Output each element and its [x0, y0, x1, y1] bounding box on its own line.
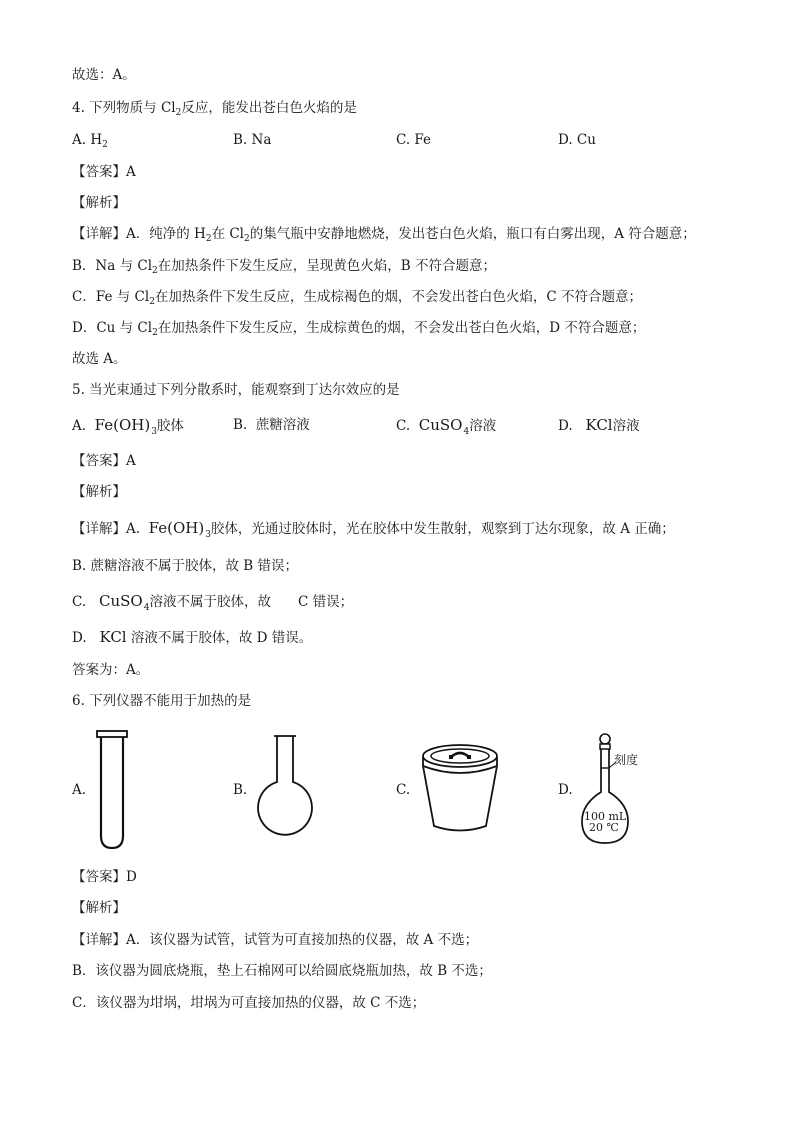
explanation-line: B. 蔗糖溶液不属于胶体，故 B 错误； — [72, 558, 299, 574]
explanation-line: B．Na 与 $Cl_2$在加热条件下发生反应，呈现黄色火焰，B 不符合题意； — [72, 258, 496, 276]
q6-option-b-label: B. — [233, 782, 248, 798]
crucible-icon — [412, 740, 508, 836]
q5-option-b: B. 蔗糖溶液 — [233, 417, 310, 433]
explanation-line: B．该仪器为圆底烧瓶，垫上石棉网可以给圆底烧瓶加热，故 B 不选； — [72, 963, 492, 979]
q6-option-a-label: A. — [72, 782, 87, 798]
analysis-label: 【解析】 — [72, 900, 126, 916]
analysis-label: 【解析】 — [72, 195, 126, 211]
explanation-line: C．Fe 与 $Cl_2$在加热条件下发生反应，生成棕褐色的烟，不会发出苍白色火焰，C 不符合题意； — [72, 289, 643, 307]
answer-label: 【答案】D — [72, 869, 137, 885]
text-line: 故选：A。 — [72, 67, 136, 83]
q4-option-b: B. Na — [233, 132, 272, 148]
flask-volume-label: 100 mL — [584, 810, 627, 823]
answer-label: 【答案】A — [72, 164, 136, 180]
explanation-line: C．该仪器为坩埚，坩埚为可直接加热的仪器，故 C 不选； — [72, 995, 426, 1011]
explanation-line: 【详解】A．纯净的 $H_2$在 $Cl_2$的集气瓶中安静地燃烧，发出苍白色火焰，瓶口有白雾出现，A 符合题意； — [72, 226, 696, 244]
q4-option-c: C. Fe — [396, 132, 432, 148]
q5-option-c: C. CuSO$_4$溶液 — [396, 416, 497, 437]
explanation-line: C. CuSO$_4$溶液不属于胶体，故 C 错误； — [72, 592, 354, 613]
round-bottom-flask-icon — [250, 732, 320, 844]
analysis-label: 【解析】 — [72, 484, 126, 500]
explanation-line: 【详解】A．该仪器为试管，试管为可直接加热的仪器，故 A 不选； — [72, 932, 479, 948]
text-line: 故选 A。 — [72, 351, 127, 367]
q4-option-a: A. $H_2$ — [72, 132, 108, 150]
question-5: 5. 当光束通过下列分散系时，能观察到丁达尔效应的是 — [72, 382, 400, 398]
explanation-line: D. KCl 溶液不属于胶体，故 D 错误。 — [72, 628, 313, 646]
q4-option-d: D. Cu — [558, 132, 596, 148]
flask-scale-label: 刻度 — [614, 753, 639, 767]
test-tube-icon — [92, 728, 132, 852]
text-line: 答案为：A。 — [72, 662, 150, 678]
question-6: 6. 下列仪器不能用于加热的是 — [72, 693, 252, 709]
flask-temp-label: 20 ℃ — [589, 821, 619, 834]
q6-option-d-label: D. — [558, 782, 573, 798]
q6-option-c-label: C. — [396, 782, 411, 798]
q5-option-a: A. $Fe(OH)_3$胶体 — [72, 416, 184, 437]
explanation-line: D．Cu 与 $Cl_2$在加热条件下发生反应，生成棕黄色的烟，不会发出苍白色火焰，D 不符合题意； — [72, 320, 646, 338]
q5-option-d: D. KCl溶液 — [558, 416, 640, 434]
question-4: 4. 下列物质与 $Cl_2$反应，能发出苍白色火焰的是 — [72, 100, 357, 118]
explanation-line: 【详解】A. $Fe(OH)_3$胶体，光通过胶体时，光在胶体中发生散射，观察到丁达尔现象，故 A 正确； — [72, 519, 675, 540]
answer-label: 【答案】A — [72, 453, 136, 469]
